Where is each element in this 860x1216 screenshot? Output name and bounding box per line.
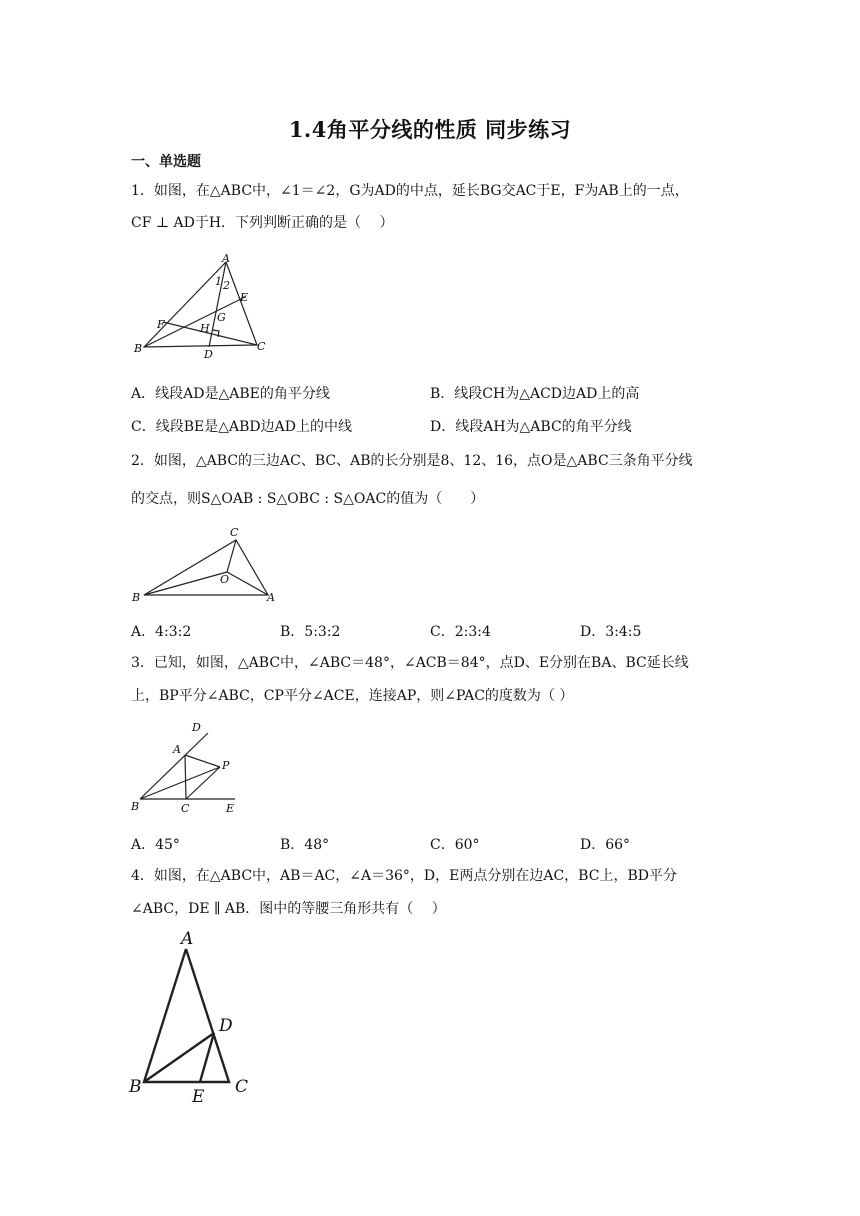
label-a: A xyxy=(173,743,181,756)
q3-option-b[interactable]: B．48° xyxy=(280,837,330,853)
label-a: A xyxy=(181,929,194,949)
question-1-figure xyxy=(130,250,280,365)
question-2-line1: 2．如图，△ABC的三边AC、BC、AB的长分别是8、12、16，点O是△ABC三条角平分线 xyxy=(131,453,693,469)
label-e: E xyxy=(240,291,249,304)
segment-ac xyxy=(185,755,186,799)
question-3-line1: 3．已知，如图，△ABC中，∠ABC＝48°，∠ACB＝84°，点D、E分别在BA、BC延长线 xyxy=(131,655,689,671)
label-d: D xyxy=(204,348,213,361)
label-c: C xyxy=(257,340,266,353)
label-e: E xyxy=(192,1087,205,1107)
triangle-abc xyxy=(144,949,229,1082)
label-g: G xyxy=(217,311,226,324)
segment-ap xyxy=(185,755,220,767)
right-angle-mark xyxy=(213,330,219,337)
label-b: B xyxy=(131,800,140,813)
q2-option-d[interactable]: D．3:4:5 xyxy=(580,624,642,640)
segment-bd xyxy=(144,1033,214,1082)
q3-option-c[interactable]: C．60° xyxy=(430,837,480,853)
label-a: A xyxy=(222,252,230,265)
page-title: 1.4角平分线的性质 同步练习 xyxy=(288,117,572,142)
q1-option-d[interactable]: D．线段AH为△ABC的角平分线 xyxy=(430,419,632,435)
label-1: 1 xyxy=(215,275,222,288)
label-f: F xyxy=(157,318,165,331)
label-2: 2 xyxy=(223,279,230,292)
label-d: D xyxy=(219,1016,233,1036)
q1-option-c[interactable]: C．线段BE是△ABD边AD上的中线 xyxy=(131,419,352,435)
question-3-line2: 上，BP平分∠ABC，CP平分∠ACE，连接AP，则∠PAC的度数为（ ） xyxy=(131,688,574,704)
question-4-line2: ∠ABC，DE ∥ AB．图中的等腰三角形共有（ ） xyxy=(131,901,446,917)
section-heading: 一、单选题 xyxy=(131,154,201,170)
label-a: A xyxy=(267,591,275,604)
bisector-bo xyxy=(144,572,230,595)
question-3-figure xyxy=(130,718,250,818)
q3-option-a[interactable]: A．45° xyxy=(131,837,180,853)
label-o: O xyxy=(220,573,230,586)
q2-option-c[interactable]: C．2:3:4 xyxy=(430,624,491,640)
label-c: C xyxy=(181,802,190,815)
q2-option-a[interactable]: A．4:3:2 xyxy=(131,624,192,640)
label-d: D xyxy=(192,721,201,734)
question-2-figure xyxy=(130,525,280,605)
q1-option-a[interactable]: A．线段AD是△ABE的角平分线 xyxy=(131,386,330,402)
label-b: B xyxy=(132,591,141,604)
label-b: B xyxy=(134,342,143,355)
label-h: H xyxy=(200,322,210,335)
question-4-figure xyxy=(125,928,265,1108)
label-c: C xyxy=(235,1077,249,1097)
label-p: P xyxy=(222,759,230,772)
triangle-abc xyxy=(144,540,268,595)
segment-bp xyxy=(140,767,220,799)
label-e: E xyxy=(226,802,235,815)
q1-option-b[interactable]: B．线段CH为△ACD边AD上的高 xyxy=(430,386,640,402)
label-c: C xyxy=(230,526,239,539)
question-1-line2: CF ⊥ AD于H．下列判断正确的是（ ） xyxy=(131,215,394,231)
q2-option-b[interactable]: B．5:3:2 xyxy=(280,624,341,640)
question-2-line2: 的交点，则S△OAB : S△OBC : S△OAC的值为（ ） xyxy=(131,491,485,507)
question-1-line1: 1．如图，在△ABC中，∠1＝∠2，G为AD的中点，延长BG交AC于E，F为AB上的一点， xyxy=(131,183,689,199)
segment-cp xyxy=(186,767,220,799)
q3-option-d[interactable]: D．66° xyxy=(580,837,631,853)
label-b: B xyxy=(129,1077,142,1097)
question-4-line1: 4．如图，在△ABC中，AB＝AC，∠A＝36°，D，E两点分别在边AC，BC上，BD平分 xyxy=(131,868,677,884)
